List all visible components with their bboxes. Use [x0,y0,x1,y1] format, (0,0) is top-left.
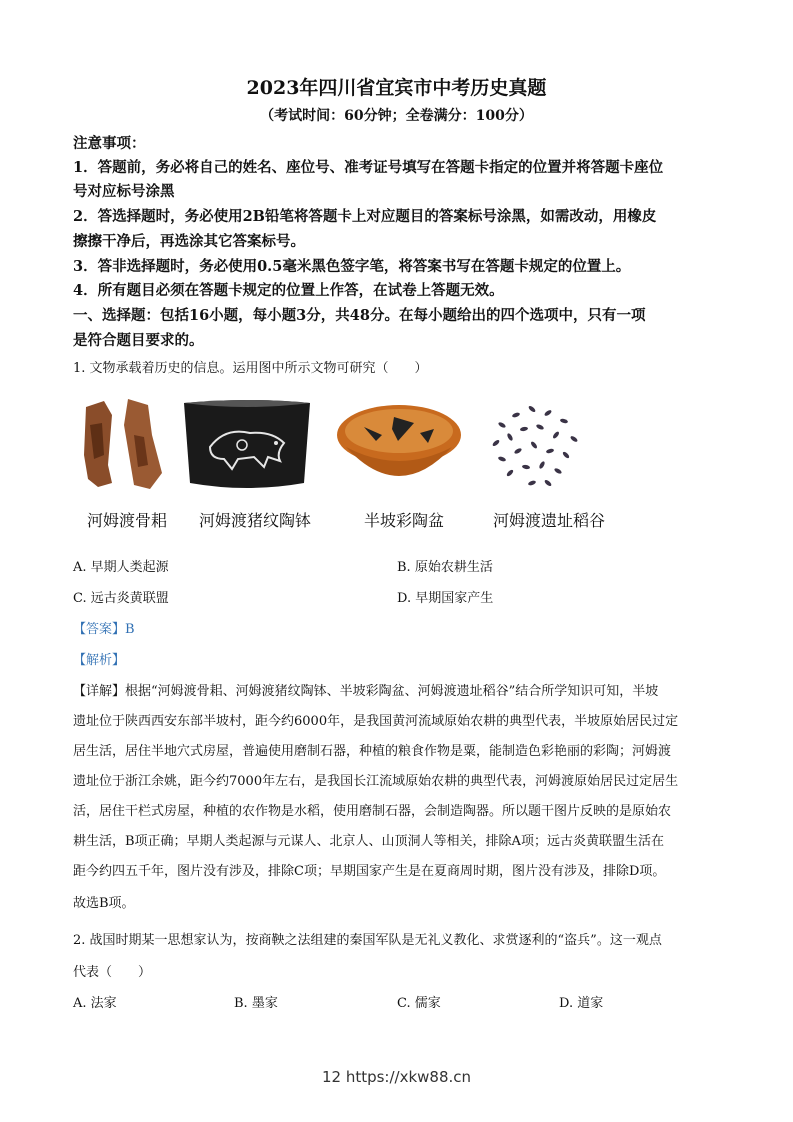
question-1-stem: 1. 文物承载着历史的信息。运用图中所示文物可研究（ ） [73,361,428,376]
option-d: D. 早期国家产生 [397,591,494,606]
notice-item: 4．所有题目必须在答题卡规定的位置上作答，在试卷上答题无效。 [73,282,504,299]
notice-item: 擦擦干净后，再选涂其它答案标号。 [73,233,305,250]
detail-line: 遗址位于陕西西安东部半坡村，距今约6000年，是我国黄河流域原始农耕的典型代表，半坡原始居民过定 [73,714,679,729]
section-heading: 一、选择题：包括16小题，每小题3分，共48分。在每小题给出的四个选项中，只有一项 [73,307,646,324]
option-b: B. 原始农耕生活 [397,560,493,575]
page-title: 2023年四川省宜宾市中考历史真题 [246,77,547,99]
image-caption: 半坡彩陶盆 [363,511,444,530]
detail-line: 【详解】根据“河姆渡骨耜、河姆渡猪纹陶钵、半坡彩陶盆、河姆渡遗址稻谷”结合所学知识可知，半坡 [73,684,659,699]
analysis-label: 【解析】 [73,653,126,668]
image-caption: 河姆渡骨耜 [86,511,167,530]
detail-line: 耕生活，B项正确；早期人类起源与元谋人、北京人、山顶洞人等相关，排除A项；远古炎黄联盟生活在 [73,834,664,849]
bone-spade-image [78,395,168,495]
option-a: A. 早期人类起源 [73,560,169,575]
notice-heading: 注意事项： [73,135,146,152]
detail-line: 活，居住干栏式房屋，种植的农作物是水稻，使用磨制石器，会制造陶器。所以题干图片反映的是原始农 [73,804,672,819]
page-footer: 12 https://xkw88.cn [321,1068,472,1086]
option-b: B. 墨家 [234,996,278,1011]
image-caption: 河姆渡猪纹陶钵 [198,511,311,530]
question-2-stem-cont: 代表（ ） [73,965,152,980]
detail-line: 故选B项。 [73,896,135,911]
option-c: C. 儒家 [397,996,441,1011]
option-a: A. 法家 [73,996,117,1011]
notice-item: 3．答非选择题时，务必使用0.5毫米黑色签字笔，将答案书写在答题卡规定的位置上。 [73,258,631,275]
question-2-stem: 2. 战国时期某一思想家认为，按商鞅之法组建的秦国军队是无礼义教化、求赏逐利的“盗兵”。这一观点 [73,933,662,948]
image-caption: 河姆渡遗址稻谷 [492,511,605,530]
answer-label: 【答案】B [73,622,135,637]
notice-item: 2．答选择题时，务必使用2B铅笔将答题卡上对应题目的答案标号涂黑，如需改动，用橡皮 [73,208,657,225]
detail-line: 遗址位于浙江余姚，距今约7000年左右，是我国长江流域原始农耕的典型代表，河姆渡原始居民过定居生 [73,774,679,789]
pig-pattern-pottery-image [180,395,314,495]
option-c: C. 远古炎黄联盟 [73,591,169,606]
rice-grains-image [482,395,592,495]
notice-item: 号对应标号涂黑 [73,183,175,200]
notice-item: 1．答题前，务必将自己的姓名、座位号、准考证号填写在答题卡指定的位置并将答题卡座位 [73,159,664,176]
option-d: D. 道家 [559,996,604,1011]
detail-line: 距今约四五千年，图片没有涉及，排除C项；早期国家产生是在夏商周时期，图片没有涉及，排除D项。 [73,864,666,879]
section-heading-cont: 是符合题目要求的。 [73,332,204,349]
detail-line: 居生活，居住半地穴式房屋，普遍使用磨制石器，种植的粮食作物是粟，能制造色彩艳丽的彩陶；河姆渡 [73,744,672,759]
exam-info: （考试时间：60分钟；全卷满分：100分） [260,108,533,124]
painted-pottery-basin-image [334,395,464,495]
